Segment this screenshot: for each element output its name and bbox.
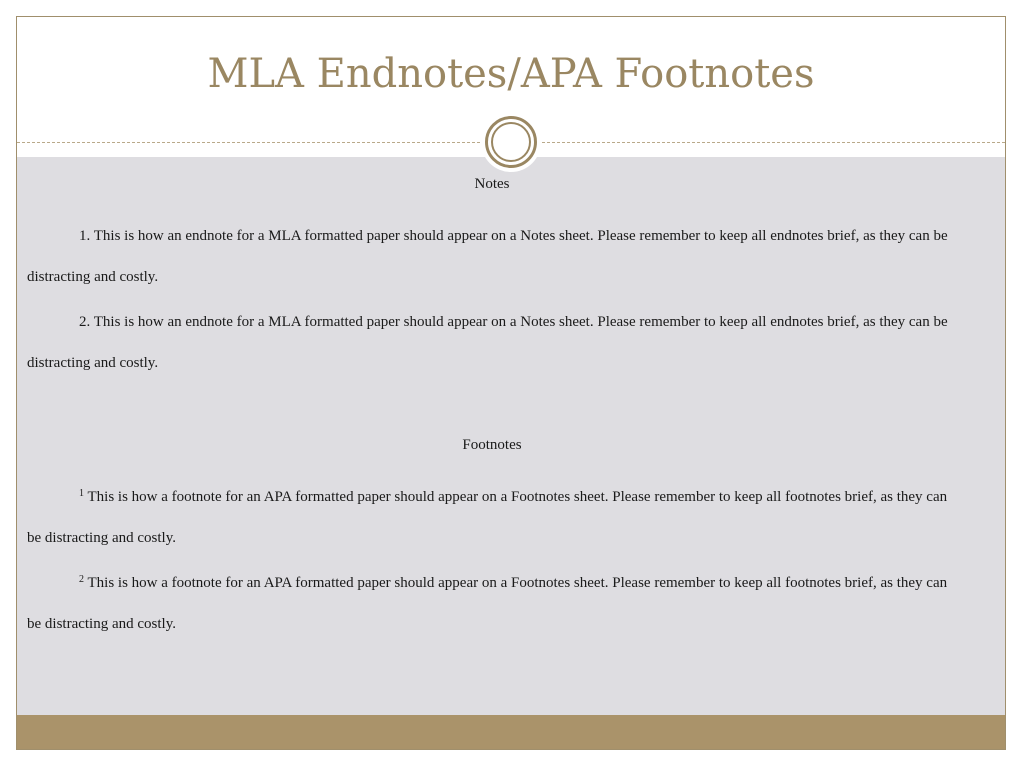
endnote-marker: 1. bbox=[79, 228, 91, 244]
endnote-text: This is how an endnote for a MLA formatted paper should appear on a Notes sheet. Please remember to keep all endnotes brief, as they can be distracting and costly. bbox=[27, 228, 948, 285]
endnote-item bbox=[27, 216, 957, 298]
endnote-item bbox=[27, 302, 957, 384]
footnotes-heading: Footnotes bbox=[462, 437, 522, 453]
endnote-marker: 2. bbox=[79, 314, 91, 330]
footnote-item bbox=[27, 563, 957, 645]
footnote-item bbox=[27, 477, 957, 559]
footnote-marker: 1 bbox=[79, 488, 84, 499]
slide-title: MLA Endnotes/APA Footnotes bbox=[207, 51, 815, 97]
notes-heading: Notes bbox=[474, 176, 510, 192]
footnote-text: This is how a footnote for an APA formatted paper should appear on a Footnotes sheet. Please remember to keep all footnotes brief, as they can be distracting and costly. bbox=[27, 575, 948, 632]
endnote-text: This is how an endnote for a MLA formatted paper should appear on a Notes sheet. Please remember to keep all endnotes brief, as they can be distracting and costly. bbox=[27, 314, 948, 371]
footer-bar bbox=[17, 715, 1005, 749]
section-spacer bbox=[27, 388, 957, 433]
footnote-text: This is how a footnote for an APA formatted paper should appear on a Footnotes sheet. Please remember to keep all footnotes brief, as they can be distracting and costly. bbox=[27, 489, 948, 546]
inner-ring-icon bbox=[491, 122, 531, 162]
document-body bbox=[27, 172, 957, 649]
footnote-marker: 2 bbox=[79, 574, 84, 585]
